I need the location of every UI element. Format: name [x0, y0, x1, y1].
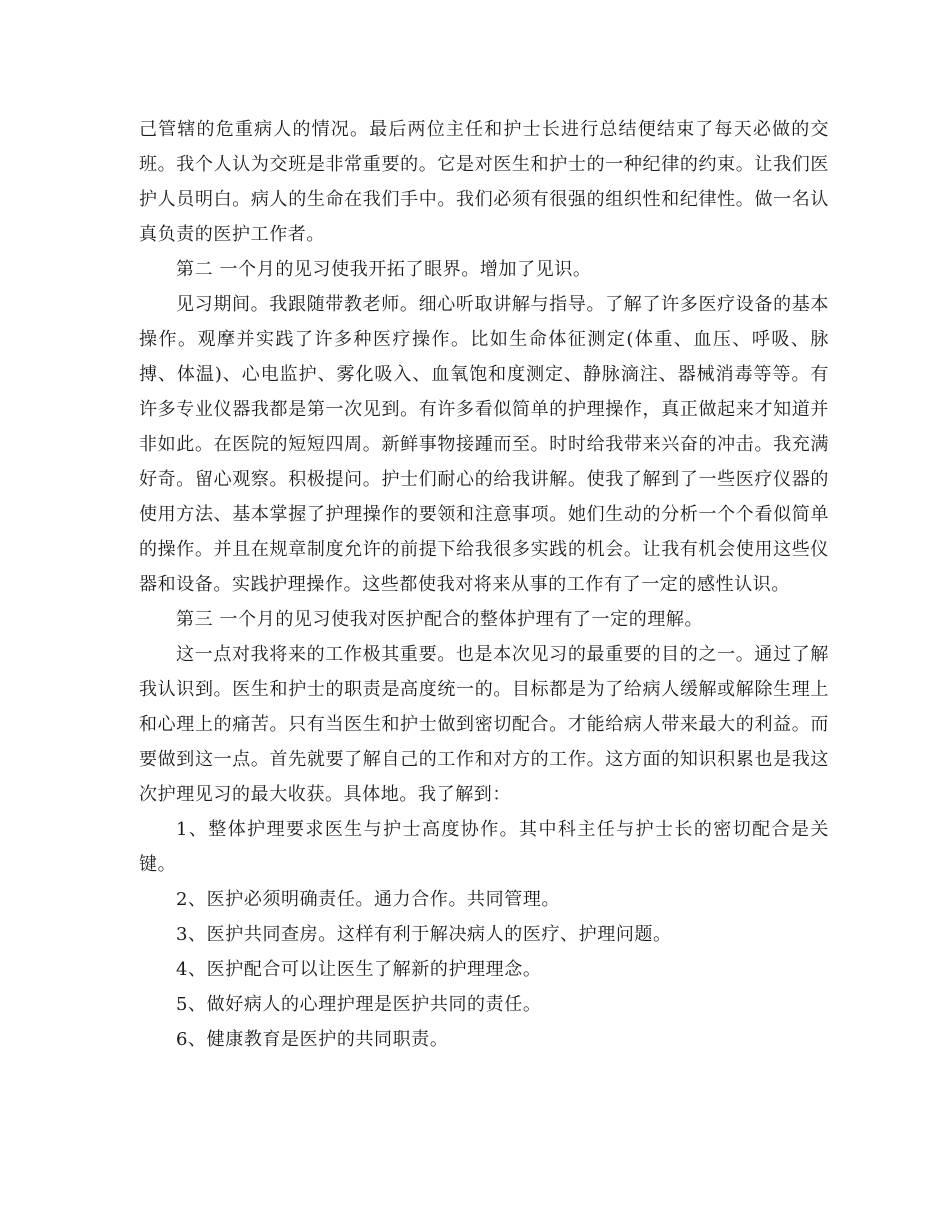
list-item-6: 6、健康教育是医护的共同职责。	[176, 1029, 449, 1050]
paragraph-internship-period: 见习期间。我跟随带教老师。细心听取讲解与指导。了解了许多医疗设备的基本操作。观摩并实践了许多种医疗操作。比如生命体征测定(体重、血压、呼吸、脉搏、体温)、心电监护、雾化吸入、血氧饱和度测定、静脉滴注、器械消毒等等。有许多专业仪器我都是第一次见到。有许多看似简单的护理操作，真正做起来才知道并非如此。在医院的短短四周。新鲜事物接踵而至。时时给我带来兴奋的冲击。我充满好奇。留心观察。积极提问。护士们耐心的给我讲解。使我了解到了一些医疗仪器的使用方法、基本掌握了护理操作的要领和注意事项。她们生动的分析一个个看似简单的操作。并且在规章制度允许的前提下给我很多实践的机会。让我有机会使用这些仪器和设备。实践护理操作。这些都使我对将来从事的工作有了一定的感性认识。	[139, 294, 829, 595]
document-body	[139, 112, 829, 1057]
list-item-5: 5、做好病人的心理护理是医护共同的责任。	[176, 994, 542, 1015]
paragraph-doctor-nurse-cooperation: 这一点对我将来的工作极其重要。也是本次见习的最重要的目的之一。通过了解我认识到。医生和护士的职责是高度统一的。目标都是为了给病人缓解或解除生理上和心理上的痛苦。只有当医生和护士做到密切配合。才能给病人带来最大的利益。而要做到这一点。首先就要了解自己的工作和对方的工作。这方面的知识积累也是我这次护理见习的最大收获。具体地。我了解到：	[139, 644, 829, 805]
heading-second-point: 第二 一个月的见习使我开拓了眼界。增加了见识。	[176, 259, 592, 280]
heading-third-point: 第三 一个月的见习使我对医护配合的整体护理有了一定的理解。	[176, 609, 704, 630]
list-item-2: 2、医护必须明确责任。通力合作。共同管理。	[176, 889, 561, 910]
list-item-3: 3、医护共同查房。这样有利于解决病人的医疗、护理问题。	[176, 924, 672, 945]
list-item-1: 1、整体护理要求医生与护士高度协作。其中科主任与护士长的密切配合是关键。	[139, 819, 829, 875]
list-item-4: 4、医护配合可以让医生了解新的护理理念。	[176, 959, 542, 980]
paragraph-shift-handover: 己管辖的危重病人的情况。最后两位主任和护士长进行总结便结束了每天必做的交班。我个人认为交班是非常重要的。它是对医生和护士的一种纪律的约束。让我们医护人员明白。病人的生命在我们手中。我们必须有很强的组织性和纪律性。做一名认真负责的医护工作者。	[139, 119, 829, 245]
